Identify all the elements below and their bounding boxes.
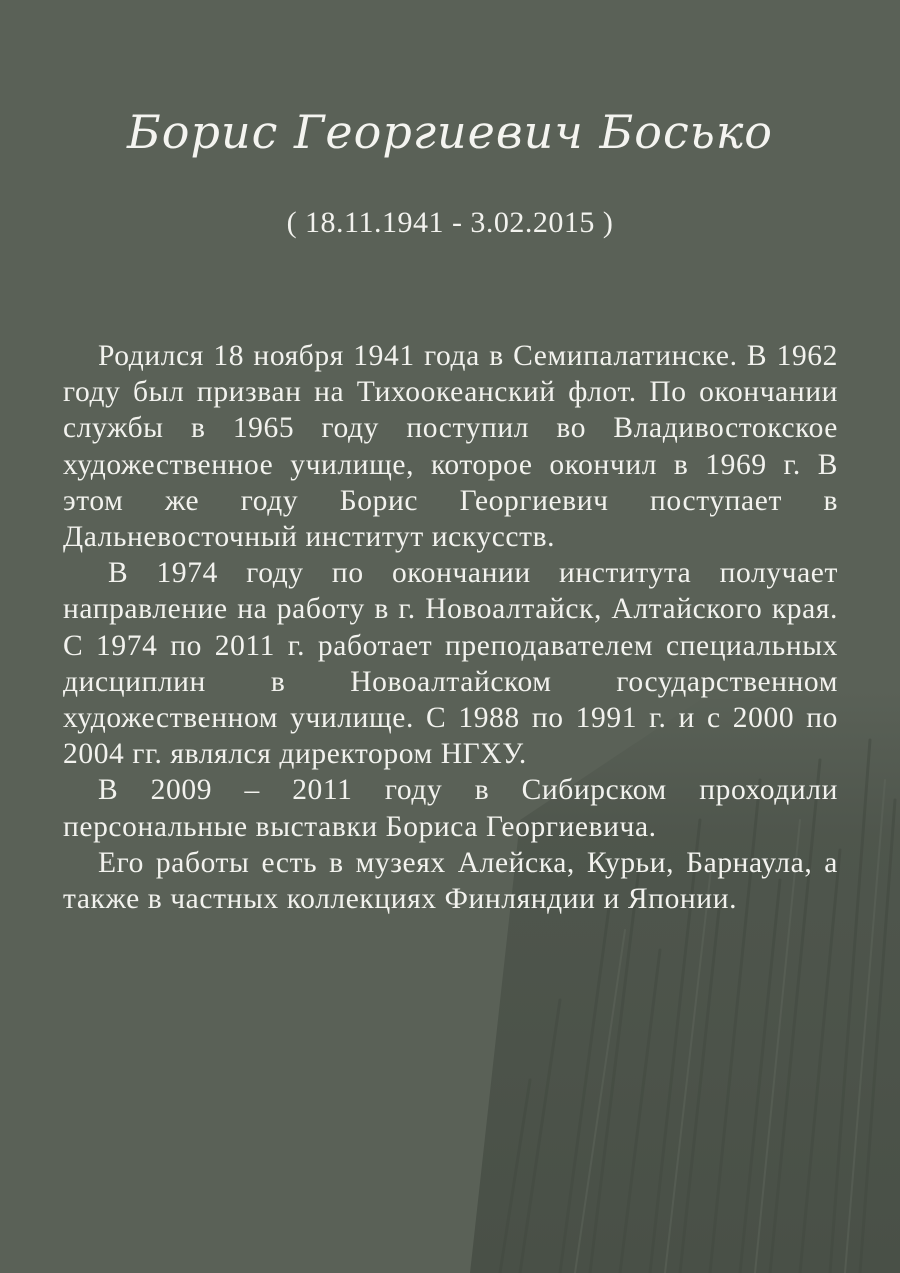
biography-text: [63, 338, 838, 917]
bio-paragraph: Его работы есть в музеях Алейска, Курьи, Барнаула, а также в частных коллекциях Финляндии и Японии.: [63, 846, 838, 916]
life-dates: ( 18.11.1941 - 3.02.2015 ): [286, 206, 614, 239]
person-name-heading: Борис Георгиевич Босько: [127, 105, 773, 159]
bio-paragraph: Родился 18 ноября 1941 года в Семипалатинске. В 1962 году был призван на Тихоокеанский флот. По окончании службы в 1965 году поступил во Владивостокское художественное училище, которое окончил в 1969 г. В этом же году Борис Георгиевич поступает в Дальневосточный институт искусств.: [63, 340, 838, 554]
bio-paragraph: В 1974 году по окончании института получает направление на работу в г. Новоалтайск, Алтайского края. С 1974 по 2011 г. работает преподавателем специальных дисциплин в Новоалтайском государственном художественном училище. С 1988 по 1991 г. и с 2000 по 2004 гг. являлся директором НГХУ.: [63, 557, 838, 771]
bio-paragraph: В 2009 – 2011 году в Сибирском проходили персональные выставки Бориса Георгиевича.: [63, 774, 838, 843]
